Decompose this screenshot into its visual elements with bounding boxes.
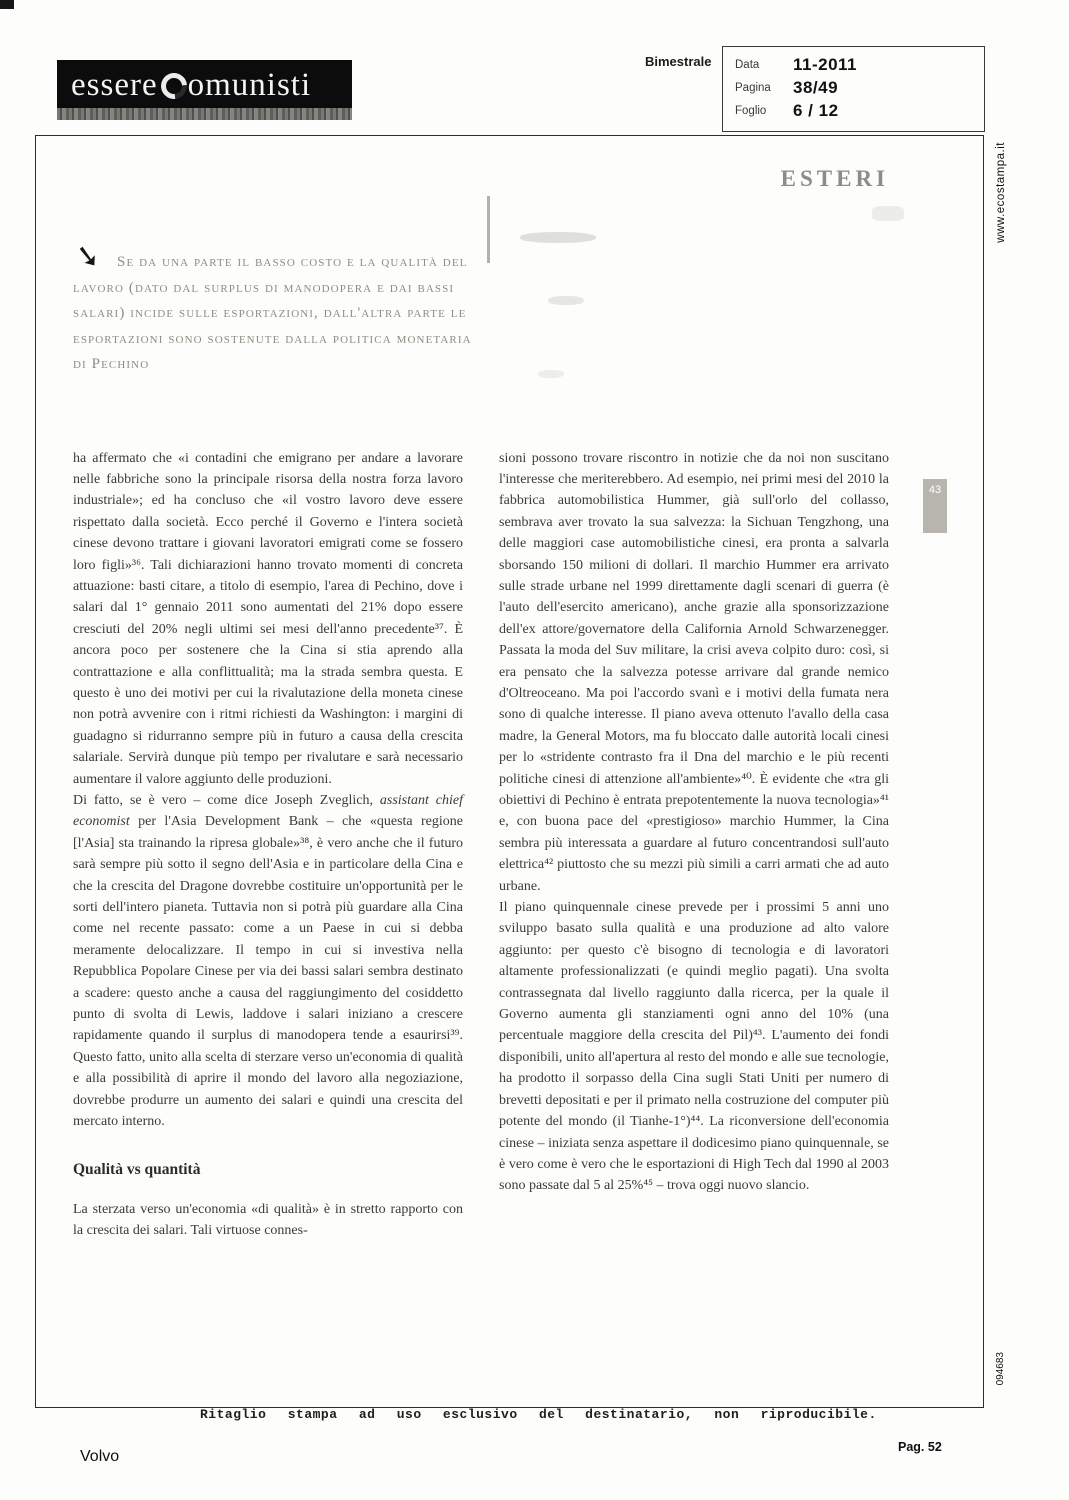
clipping-page-number: Pag. 52 bbox=[898, 1440, 942, 1454]
page-number-badge: 43 bbox=[923, 479, 947, 533]
logo-grain-band bbox=[57, 108, 352, 120]
paragraph: Il piano quinquennale cinese prevede per i prossimi 5 anni uno sviluppo basato sulla qualità e una produzione ad alto valore aggiunto: per questo c'è bisogno di tecnologia e di lavoratori altamente professionalizzati (e quindi meglio pagati). Una svolta contrassegnata dal livello raggiunto dalla ricerca, per la quale il Governo aumenta gli stanziamenti ogni anno del 10% (una percentuale maggiore della crescita del Pil)⁴³. L'aumento dei fondi disponibili, unito all'apertura al resto del mondo e alle sue tecnologie, ha prodotto il sorpasso della Cina sugli Stati Uniti per numero di brevetti depositati e per il primato nella costruzione del computer più potente del mondo (il Tianhe-1°)⁴⁴. La riconversione dell'economia cinese – iniziata senza aspettare il dodicesimo piano quinquennale, se è vero come è vero che le esportazioni di High Tech dal 1990 al 2003 sono passate dal 5 al 25%⁴⁵ – trova oggi nuovo slancio. bbox=[499, 900, 889, 1194]
paragraph: ha affermato che «i contadini che emigrano per andare a lavorare nelle fabbriche sono la principale risorsa della nostra forza lavoro industriale»; ed ha concluso che «il vostro lavoro deve essere rispettato dalla società. Ecco perché il Governo e l'intera società cinese devono trattare i giovani lavoratori emigrati come se fossero loro figli»³⁶. Tali dichiarazioni hanno trovato momenti di concreta attuazione: basti citare, a titolo di esempio, l'area di Pechino, dove i salari dal 1° gennaio 2011 sono aumentati del 21% dopo essere cresciuti del 20% negli ultimi sei mesi dell'anno precedente³⁷. È ancora poco per sostenere che la Cina si stia aprendo alla contrattazione e alla conflittualità; ma la strada sembra questa. E questo è uno dei motivi per cui la rivalutazione della moneta cinese non potrà avvenire con i ritmi richiesti da Washington: i margini di guadagno si ridurranno sempre più in futuro a causa della crescita salariale. Servirà dunque più tempo per rivalutare e sarà necessario aumentare il valore aggiunto delle produzioni. bbox=[73, 450, 463, 787]
pull-quote-text: Se da una parte il basso costo e la qualità del lavoro (dato dal surplus di manodopera e dai bassi salari) incide sulle esportazioni, dall'altra parte le esportazioni sono sostenute dalla politica monetaria di Pechino bbox=[73, 254, 472, 372]
ritaglio-notice: Ritaglio stampa ad uso esclusivo del destinatario, non riproducibile. bbox=[200, 1407, 877, 1422]
logo-text-essere: essere bbox=[71, 66, 158, 103]
publication-logo bbox=[57, 60, 352, 120]
left-column bbox=[73, 448, 463, 1242]
paragraph bbox=[73, 790, 463, 1133]
foglio-value: 6 / 12 bbox=[793, 101, 839, 120]
clipping-serial-number: 094683 bbox=[995, 1352, 1006, 1386]
frequency-label: Bimestrale bbox=[645, 54, 712, 69]
ecostampa-watermark: www.ecostampa.it bbox=[995, 142, 1007, 243]
data-label: Data bbox=[735, 59, 760, 71]
arrow-icon: ➘ bbox=[72, 238, 104, 275]
article-frame bbox=[35, 135, 984, 1408]
subheading: Qualità vs quantità bbox=[73, 1160, 201, 1178]
right-column bbox=[499, 448, 889, 1242]
italic-phrase: assistant chief economist bbox=[73, 793, 463, 830]
article-columns bbox=[73, 448, 889, 1242]
logo-text-omunisti: omunisti bbox=[187, 66, 312, 103]
data-value: 11-2011 bbox=[793, 55, 858, 74]
paragraph: sioni possono trovare riscontro in notizie che da noi non suscitano l'interesse che meriterebbero. Ad esempio, nei primi mesi del 2010 la fabbrica automobilistica Hummer, già sull'orlo del collasso, sembrava aver trovato la sua salvezza: la Sichuan Tengzhong, una delle maggiori case automobilistiche cinesi, era pronta a salvarla sborsando 150 milioni di dollari. Il marchio Hummer era arrivato sulle strade urbane nel 1999 direttamente dagli scenari di guerra (è l'auto dell'esercito americano), anche grazie alla sponsorizzazione dell'ex attore/governatore della California Arnold Schwarzenegger. Passata la moda del Suv militare, la crisi aveva colpito duro: così, si era pensato che la salvezza potesse arrivare dal grande nemico d'Oltreoceano. Ma poi l'accordo svanì e i motivi della fumata nera sono di qualche interesse. Il piano aveva ottenuto l'avallo della casa madre, la General Motors, ma fu bloccato dalle autorità locali cinesi per lo «stridente contrasto fra il Dna del marchio e le più recenti politiche cinesi di attenzione all'ambiente»⁴⁰. È evidente che «tra gli obiettivi di Pechino è entrata prepotentemente la nuova tecnologia»⁴¹ e, con buona pace del «prestigioso» marchio Hummer, la Cina sembra più interessata a guardare al futuro concentrandosi sull'auto elettrica⁴² piuttosto che su mezzi più simili a carri armati che ad auto urbane. bbox=[499, 450, 889, 894]
foglio-label: Foglio bbox=[735, 105, 767, 117]
section-title: ESTERI bbox=[780, 166, 889, 191]
pagina-value: 38/49 bbox=[793, 78, 839, 97]
logo-emblem-icon bbox=[155, 68, 192, 105]
paragraph-segment: Di fatto, se è vero – come dice Joseph Zveglich, bbox=[73, 793, 380, 808]
clipping-info-box bbox=[722, 46, 985, 132]
paragraph: La sterzata verso un'economia «di qualità» è in stretto rapporto con la crescita dei salari. Tali virtuose connes- bbox=[73, 1201, 463, 1239]
brand-label: Volvo bbox=[80, 1448, 120, 1465]
paragraph-segment: per l'Asia Development Bank – che «questa regione [l'Asia] sta trainando la ripresa globale»³⁸, è vero anche che il futuro sarà sempre più sotto il segno dell'Asia e in particolare della Cina e che la crescita del Dragone dovrebbe costituire un'opportunità per le sorti dell'intero pianeta. Tuttavia non si potrà più guardare alla Cina come nel recente passato: come a un Paese in cui si debba meramente delocalizzare. Il tempo in cui si investiva nella Repubblica Popolare Cinese per via dei bassi salari sembra destinato a scadere: questo anche a causa del raggiungimento del cosiddetto punto di svolta di Lewis, laddove i salari iniziano a crescere rapidamente quando il surplus di manodopera tende a esaurirsi³⁹. Questo fatto, unito alla scelta di sterzare verso un'economia di qualità e alla possibilità di aprire il mondo del lavoro alla negoziazione, dovrebbe produrre un aumento dei salari e quindi una crescita del mercato interno. bbox=[73, 814, 463, 1130]
scan-corner-mark bbox=[0, 0, 14, 9]
pagina-label: Pagina bbox=[735, 82, 771, 94]
pull-quote bbox=[72, 238, 475, 378]
